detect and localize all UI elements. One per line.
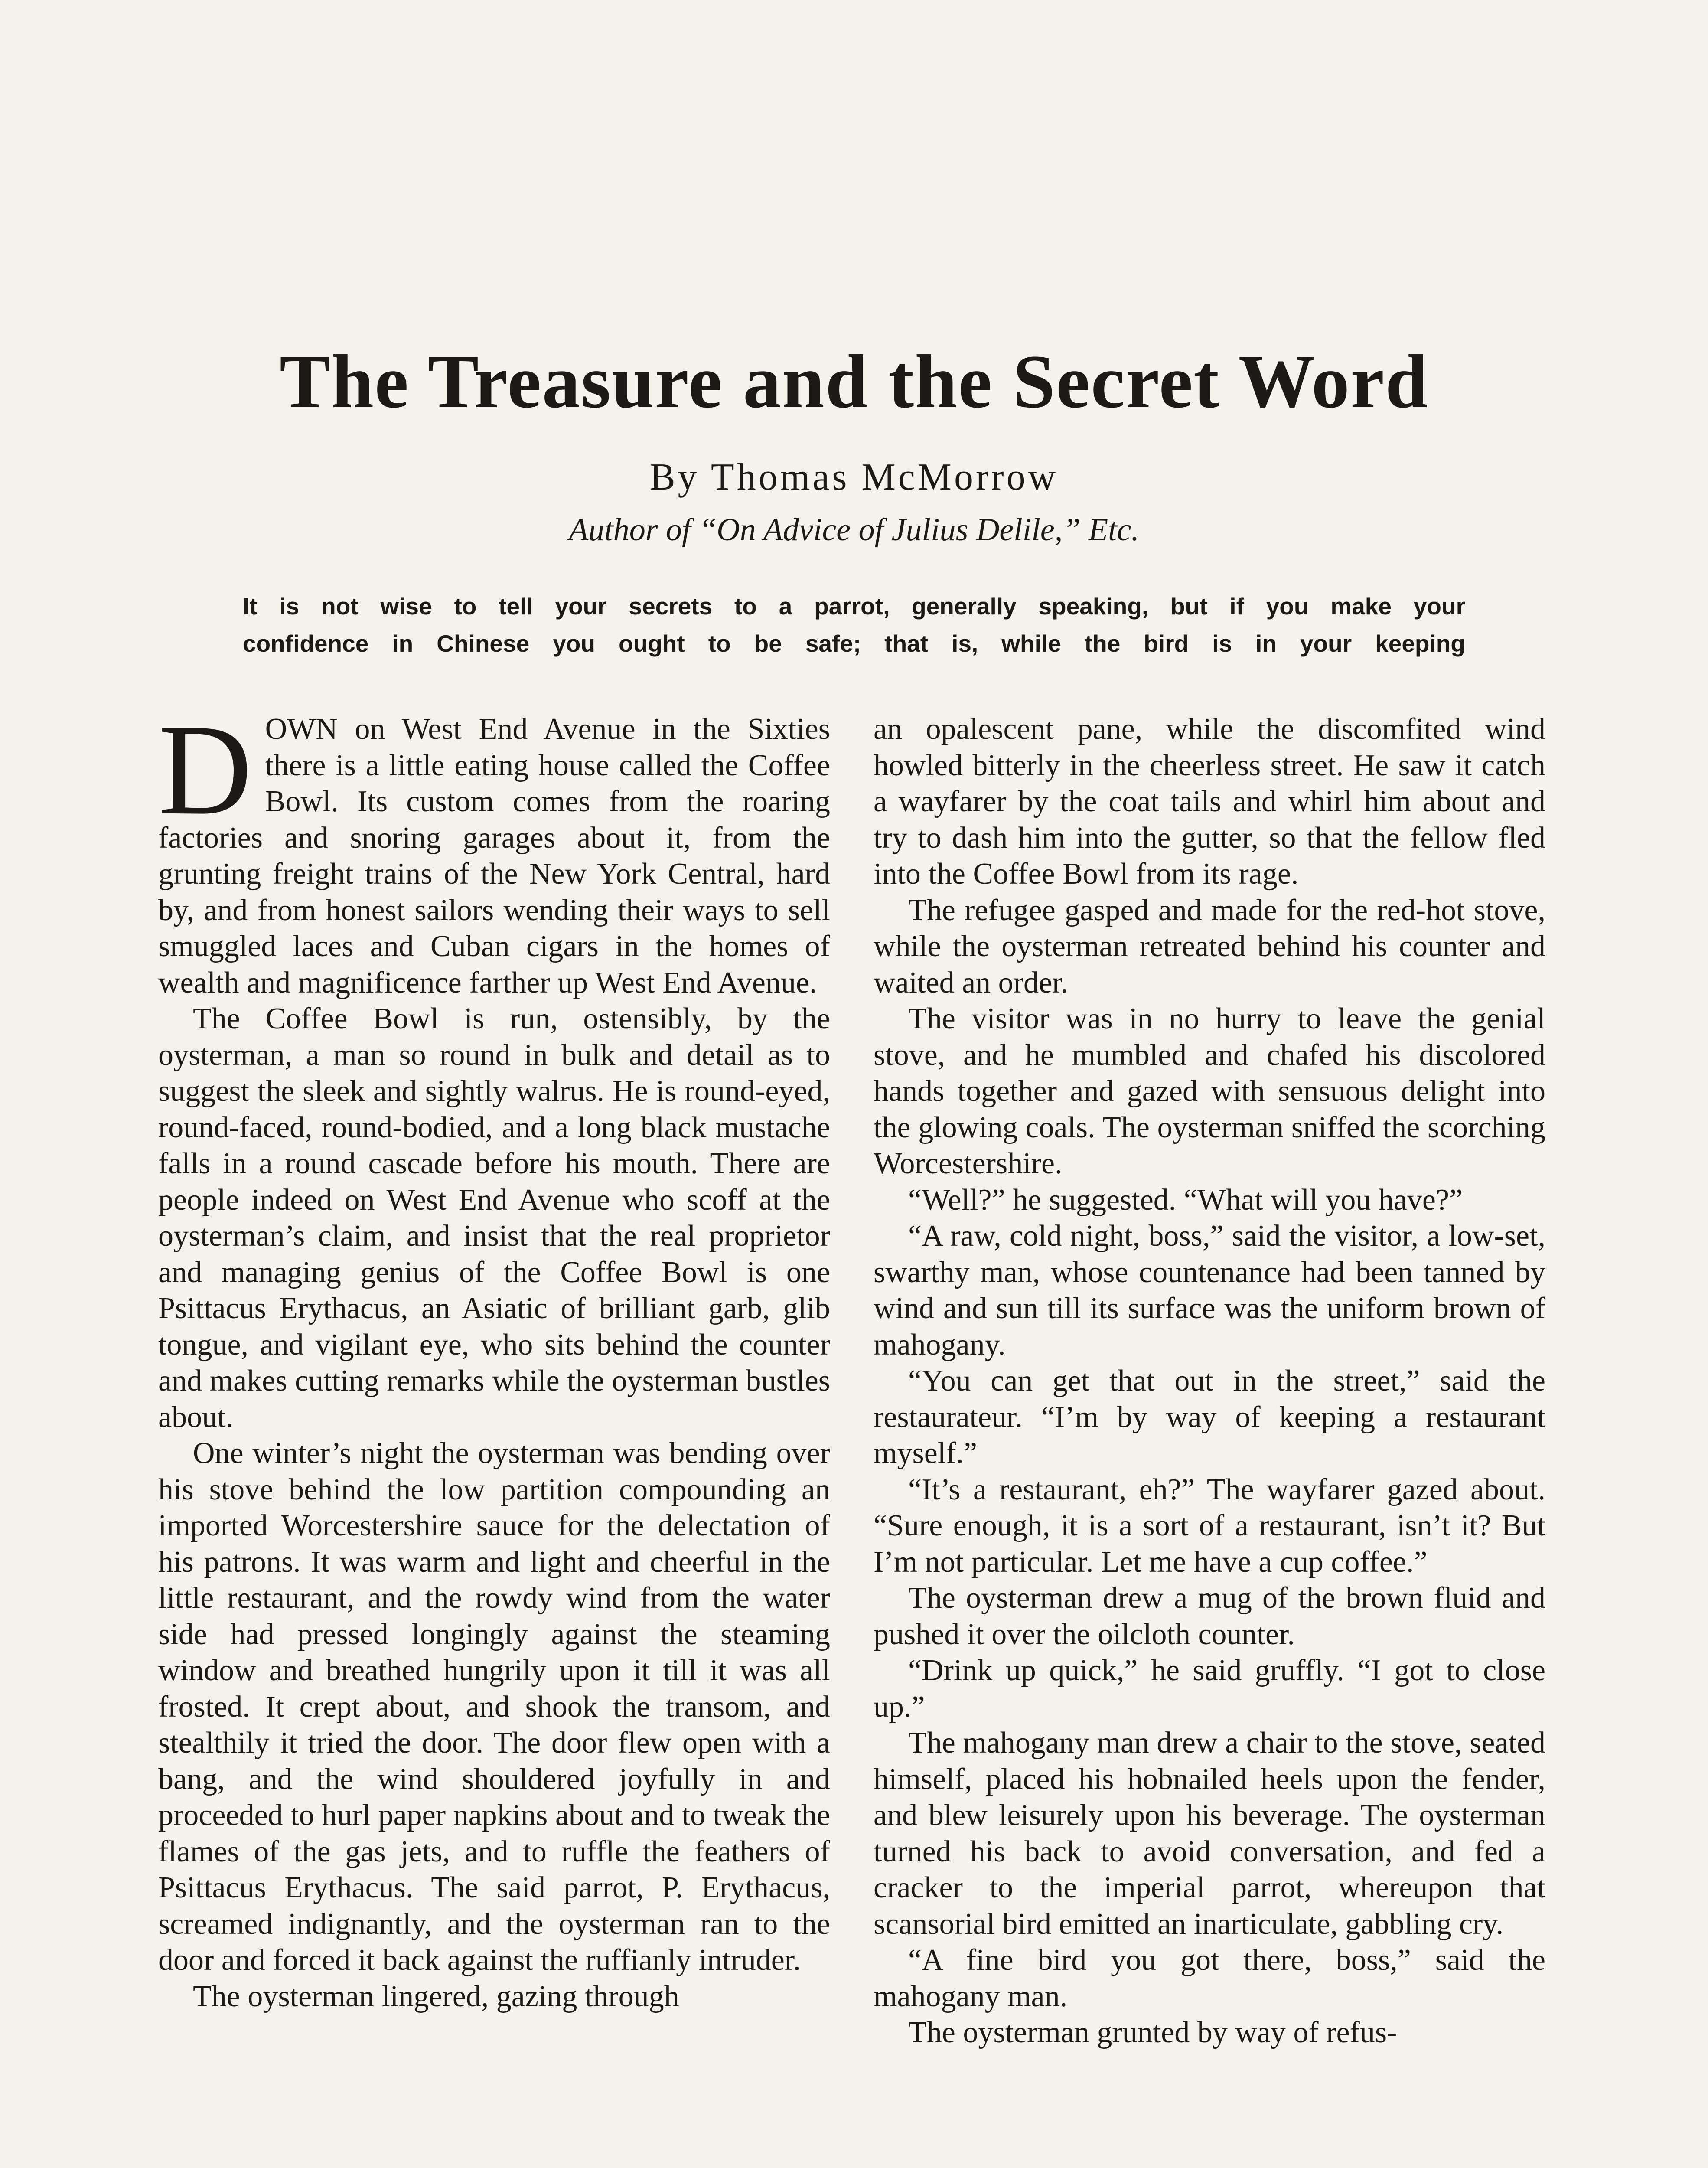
text-column-left [158,711,830,2168]
body-paragraph: “Well?” he suggested. “What will you have?” [908,1183,1463,1217]
blurb-line: It is not wise to tell your secrets to a parrot, generally speaking, but if you make your [243,593,1465,620]
body-paragraph [158,711,830,1001]
text-column-right [874,711,1545,2168]
body-paragraph: The refugee gasped and made for the red-hot stove, while the oysterman retreated behind his counter and waited an order. [874,893,1545,999]
body-paragraph: “Drink up quick,” he said gruffly. “I got to close up.” [874,1654,1545,1724]
body-paragraph: an opalescent pane, while the discomfited wind howled bitterly in the cheerless street. He saw it catch a wayfarer by the coat tails and whirl him about and try to dash him into the gutter, so that the fellow fled into the Coffee Bowl from its rage. [874,712,1545,891]
body-paragraph: The visitor was in no hurry to leave the genial stove, and he mumbled and chafed his discolored hands together and gazed with sensuous delight into the glowing coals. The oysterman sniffed the scorching Worcestershire. [874,1002,1545,1180]
drop-cap: D [158,711,252,842]
body-paragraph: The oysterman lingered, gazing through [193,1979,679,2013]
body-paragraph: “A fine bird you got there, boss,” said the mahogany man. [874,1943,1545,2013]
body-paragraph: “A raw, cold night, boss,” said the visitor, a low-set, swarthy man, whose countenance had been tanned by wind and sun till its surface was the uniform brown of mahogany. [874,1219,1545,1362]
body-paragraph: The mahogany man drew a chair to the stove, seated himself, placed his hobnailed heels upon the fender, and blew leisurely upon his beverage. The oysterman turned his back to avoid conversation, and fed a cracker to the imperial parrot, whereupon that scansorial bird emitted an inarticulate, gabbling cry. [874,1726,1545,1941]
author-credit: Author of “On Advice of Julius Delile,” Etc. [568,512,1140,548]
body-paragraph: The oysterman grunted by way of refus- [908,2016,1397,2049]
article-title: The Treasure and the Secret Word [279,340,1429,424]
body-paragraph: “You can get that out in the street,” said the restaurateur. “I’m by way of keeping a restaurant myself.” [874,1364,1545,1470]
article-blurb [243,588,1465,662]
author-byline: By Thomas McMorrow [649,456,1059,498]
body-paragraph: The Coffee Bowl is run, ostensibly, by the oysterman, a man so round in bulk and detail as to suggest the sleek and sightly walrus. He is round-eyed, round-faced, round-bodied, and a long black mustache falls in a round cascade before his mouth. There are people indeed on West End Avenue who scoff at the oysterman’s claim, and insist that the real proprietor and managing genius of the Coffee Bowl is one Psittacus Erythacus, an Asiatic of brilliant garb, glib tongue, and vigilant eye, who sits behind the counter and makes cutting remarks while the oysterman bustles about. [158,1002,830,1434]
blurb-line: confidence in Chinese you ought to be safe; that is, while the bird is in your keeping [243,630,1465,657]
body-paragraph: One winter’s night the oysterman was bending over his stove behind the low partition compounding an imported Worcestershire sauce for the delectation of his patrons. It was warm and light and cheerful in the little restaurant, and the rowdy wind from the water side had pressed longingly against the steaming window and breathed hungrily upon it till it was all frosted. It crept about, and shook the transom, and stealthily it tried the door. The door flew open with a bang, and the wind shouldered joyfully in and proceeded to hurl paper napkins about and to tweak the flames of the gas jets, and to ruffle the feathers of Psittacus Erythacus. The said parrot, P. Erythacus, screamed indignantly, and the oysterman ran to the door and forced it back against the ruffianly intruder. [158,1437,830,1977]
paragraph-text: OWN on West End Avenue in the Sixties there is a little eating house called the Coffee Bowl. Its custom comes from the roaring factories and snoring garages about it, from the grunting freight trains of the New York Central, hard by, and from honest sailors wending their ways to sell smuggled laces and Cuban cigars in the homes of wealth and magnificence farther up West End Avenue. [158,712,830,999]
body-paragraph: The oysterman drew a mug of the brown fluid and pushed it over the oilcloth counter. [874,1581,1545,1651]
body-paragraph: “It’s a restaurant, eh?” The wayfarer gazed about. “Sure enough, it is a sort of a restaurant, isn’t it? But I’m not particular. Let me have a cup coffee.” [874,1473,1545,1579]
